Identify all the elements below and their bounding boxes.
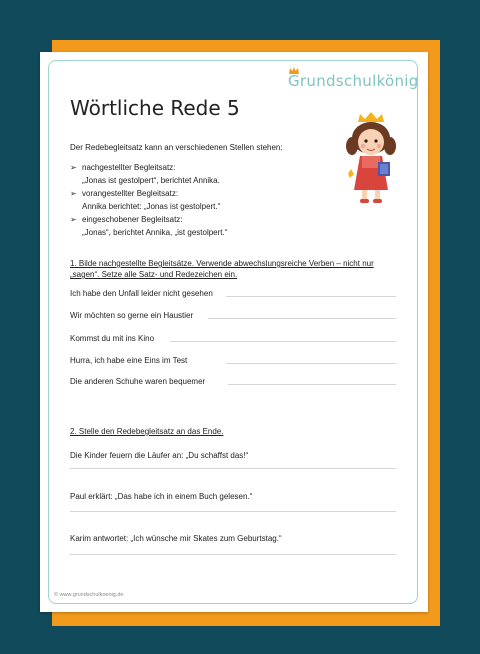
answer-line[interactable] — [170, 341, 396, 342]
task1-sentence: Die anderen Schuhe waren bequemer — [70, 377, 206, 386]
intro-item-example: „Jonas“, berichtet Annika, „ist gestolpert.“ — [82, 228, 228, 237]
task2-sentence: Paul erklärt: „Das habe ich in einem Buch gelesen.“ — [70, 492, 253, 501]
bullet-arrow-icon: ➢ — [70, 163, 77, 172]
brand-logo: Grundschulkönig — [288, 72, 419, 90]
page-title: Wörtliche Rede 5 — [70, 96, 240, 120]
bullet-arrow-icon: ➢ — [70, 189, 77, 198]
answer-line[interactable] — [70, 554, 396, 555]
intro-text: Der Redebegleitsatz kann an verschiedenen Stellen stehen: — [70, 143, 283, 152]
task1-sentence: Ich habe den Unfall leider nicht gesehen — [70, 289, 213, 298]
answer-line[interactable] — [226, 296, 396, 297]
task1-heading-continued: „sagen“. Setze alle Satz- und Redezeichen ein. — [70, 270, 238, 279]
task2-sentence: Karim antwortet: „Ich wünsche mir Skates zum Geburtstag.“ — [70, 534, 282, 543]
bullet-arrow-icon: ➢ — [70, 215, 77, 224]
task1-sentence: Hurra, ich habe eine Eins im Test — [70, 356, 188, 365]
worksheet-page — [40, 52, 428, 612]
intro-item-label: vorangestellter Begleitsatz: — [82, 189, 179, 198]
intro-item-label: nachgestellter Begleitsatz: — [82, 163, 176, 172]
answer-line[interactable] — [208, 318, 396, 319]
answer-line[interactable] — [70, 468, 396, 469]
task2-heading: 2. Stelle den Redebegleitsatz an das Ende. — [70, 427, 224, 436]
intro-item-example: Annika berichtet: „Jonas ist gestolpert.“ — [82, 202, 221, 211]
intro-item-example: „Jonas ist gestolpert“, berichtet Annika. — [82, 176, 220, 185]
princess-illustration — [340, 112, 402, 204]
intro-item-label: eingeschobener Begleitsatz: — [82, 215, 183, 224]
task1-sentence: Wir möchten so gerne ein Haustier — [70, 311, 194, 320]
answer-line[interactable] — [70, 511, 396, 512]
answer-line[interactable] — [228, 384, 396, 385]
answer-line[interactable] — [226, 363, 396, 364]
task1-sentence: Kommst du mit ins Kino — [70, 334, 155, 343]
website-credit: © www.grundschulkoenig.de — [54, 592, 124, 598]
task2-sentence: Die Kinder feuern die Läufer an: „Du schaffst das!“ — [70, 451, 249, 460]
task1-heading: 1. Bilde nachgestellte Begleitsätze. Verwende abwechslungsreiche Verben – nicht nur — [70, 259, 374, 268]
